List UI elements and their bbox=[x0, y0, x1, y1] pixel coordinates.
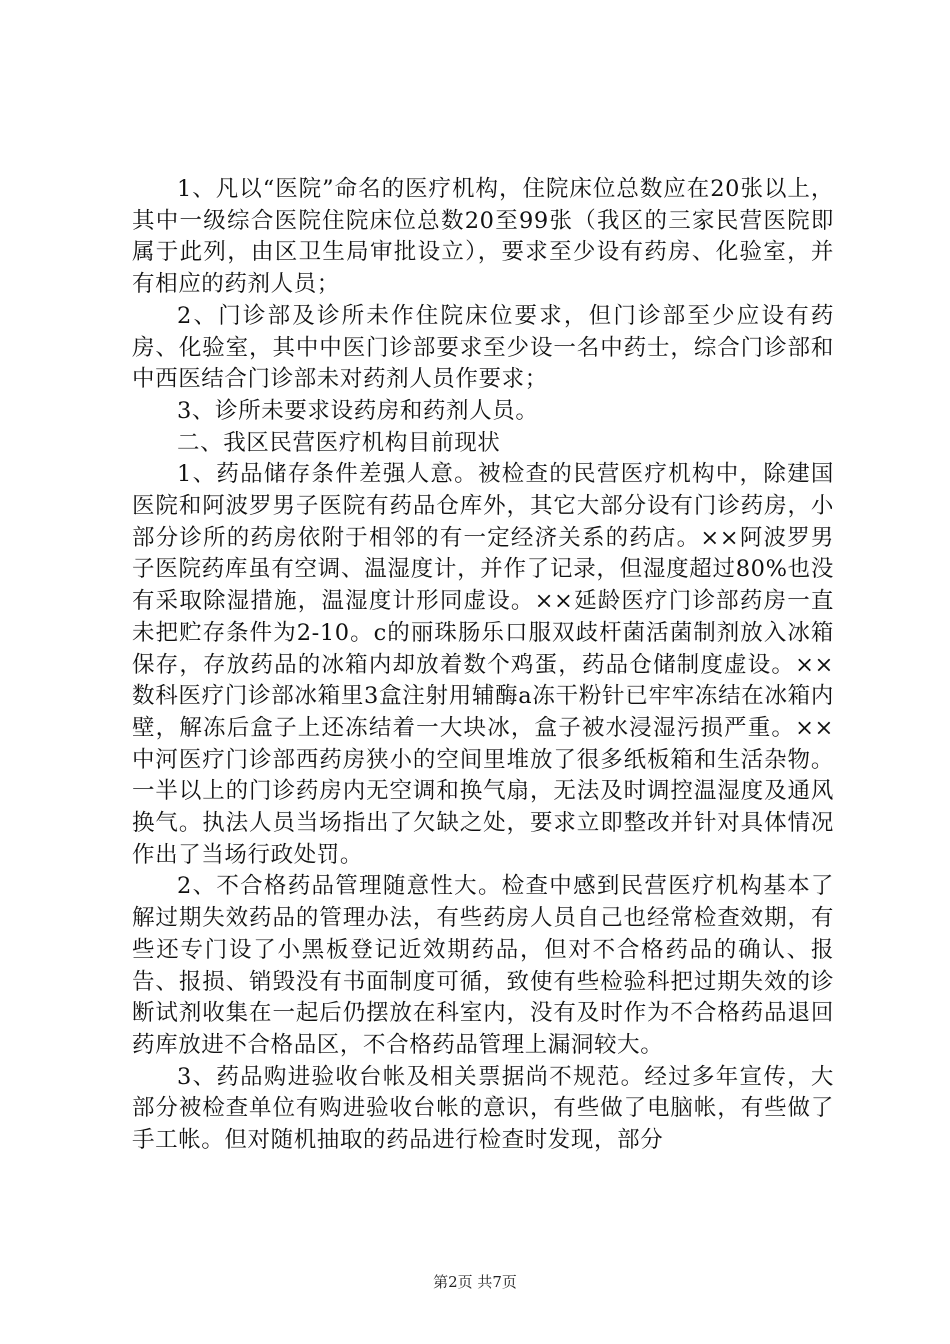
paragraph-small-clinic-requirements: 3、诊所未要求设药房和药剂人员。 bbox=[177, 397, 539, 424]
paragraph-hospital-requirements: 1、凡以“医院”命名的医疗机构，住院床位总数应在20张以上，其中一级综合医院住院床位总数20至99张（我区的三家民营医院即属于此列，由区卫生局审批设立），要求至少设有药房、化验室，并有相应的药剂人员； bbox=[132, 176, 834, 298]
paragraph-purchase-records: 3、药品购进验收台帐及相关票据尚不规范。经过多年宣传，大部分被检查单位有购进验收台帐的意识，有些做了电脑帐，有些做了手工帐。但对随机抽取的药品进行检查时发现，部分 bbox=[132, 1063, 834, 1154]
paragraph-unqualified-drug-management: 2、不合格药品管理随意性大。检查中感到民营医疗机构基本了解过期失效药品的管理办法，有些药房人员自己也经常检查效期，有些还专门设了小黑板登记近效期药品，但对不合格药品的确认、报告、报损、销毁没有书面制度可循，致使有些检验科把过期失效的诊断试剂收集在一起后仍摆放在科室内，没有及时作为不合格药品退回药库放进不合格品区，不合格药品管理上漏洞较大。 bbox=[132, 873, 834, 1058]
page-footer: 第2页 共7页 bbox=[433, 1273, 517, 1291]
paragraph-storage-conditions: 1、药品储存条件差强人意。被检查的民营医疗机构中，除建国医院和阿波罗男子医院有药品仓库外，其它大部分设有门诊药房，小部分诊所的药房依附于相邻的有一定经济关系的药店。××阿波罗男子医院药库虽有空调、温湿度计，并作了记录，但湿度超过80%也没有采取除湿措施，温湿度计形同虚设。××延龄医疗门诊部药房一直未把贮存条件为2-10。c的丽珠肠乐口服双歧杆菌活菌制剂放入冰箱保存，存放药品的冰箱内却放着数个鸡蛋，药品仓储制度虚设。××数科医疗门诊部冰箱里3盒注射用辅酶a冻干粉针已牢牢冻结在冰箱内壁，解冻后盒子上还冻结着一大块冰，盒子被水浸湿污损严重。××中河医疗门诊部西药房狭小的空间里堆放了很多纸板箱和生活杂物。一半以上的门诊药房内无空调和换气扇，无法及时调控温湿度及通风换气。执法人员当场指出了欠缺之处，要求立即整改并针对具体情况作出了当场行政处罚。 bbox=[132, 461, 834, 868]
section-heading-current-status: 二、我区民营医疗机构目前现状 bbox=[177, 429, 501, 456]
document-body bbox=[132, 174, 834, 1157]
paragraph-clinic-requirements: 2、门诊部及诊所未作住院床位要求，但门诊部至少应设有药房、化验室，其中中医门诊部要求至少设一名中药士，综合门诊部和中西医结合门诊部未对药剂人员作要求； bbox=[132, 302, 834, 393]
